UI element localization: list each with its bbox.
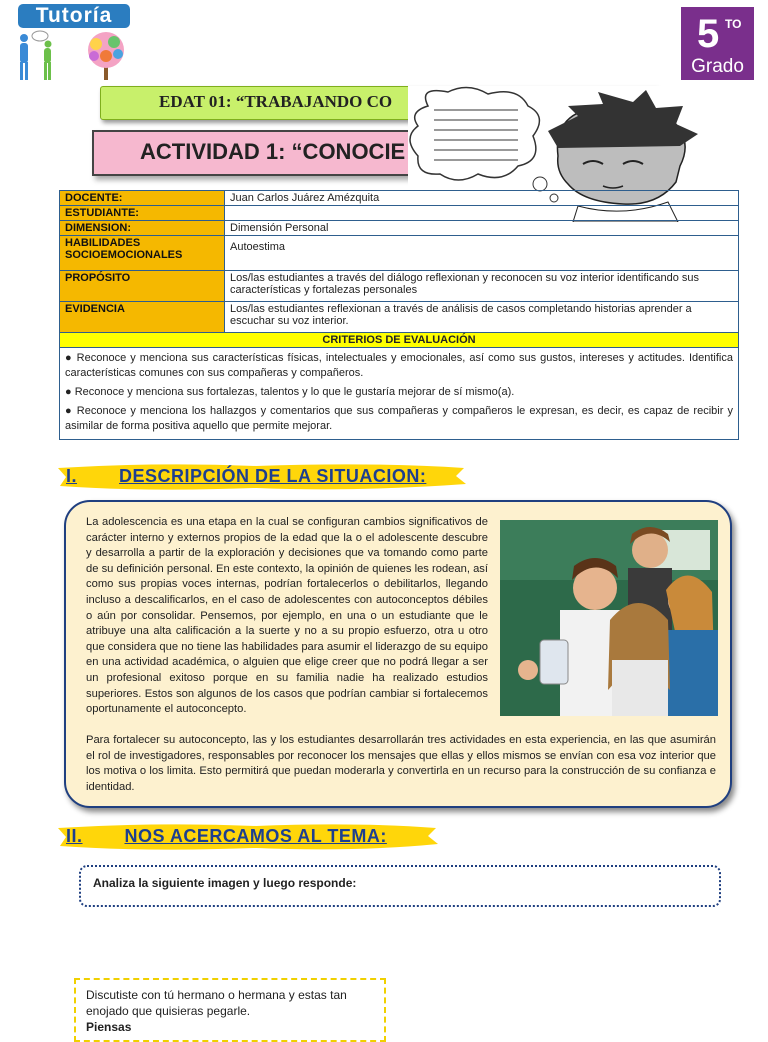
criterio-item: ● Reconoce y menciona sus características físicas, intelectuales y emocionales, así como sus gustos, intereses y actitudes. Identifica características comunes con sus compañeras y compañeros.	[65, 352, 733, 379]
discussion-box	[74, 978, 386, 1042]
section-1-heading	[56, 462, 468, 492]
description-paragraph-1: La adolescencia es una etapa en la cual se configuran cambios significativos de carácter interno y externos propios de la edad que la o el adolescente descubre y desarrolla a partir de la exploración y decisiones que va tomando como parte de su definición personal. En este contexto, la opinión de quienes les rodean, así como sus propias voces internas, podrían fortalecerlos o debilitarlos, llegando incluso a descalificarlos, en el caso de adolescentes con autoconceptos débiles o aún por consolidar. Pensemos, por ejemplo, en una o un estudiante que le atribuye una alta calificación a la suerte y no a su propio esfuerzo, otra u otro que considera que no tiene las habilidades para asumir el liderazgo de su equipo en una actividad académica, o alguien que elige creer que no podrá llegar a ser un profesional exitoso porque en su familia nadie ha realizado estudios superiores. Estos son algunos de los casos que podrían cambiar si fortalecemos oportunamente el autoconcepto.	[86, 516, 488, 716]
table-row	[60, 221, 739, 236]
section-2-number: II.	[66, 826, 83, 846]
instruction-box	[79, 865, 721, 907]
estudiante-label: ESTUDIANTE:	[60, 206, 225, 221]
habilidades-label: HABILIDADES SOCIOEMOCIONALES	[60, 236, 225, 271]
tutoria-logo-illustration	[10, 30, 136, 82]
section-2-title-wrap	[66, 826, 387, 847]
proposito-label: PROPÓSITO	[60, 271, 225, 302]
description-box	[64, 500, 732, 808]
criterios-heading: CRITERIOS DE EVALUACIÓN	[60, 333, 739, 348]
discussion-text: Discutiste con tú hermano o hermana y estas tan enojado que quisieras pegarle.	[86, 988, 347, 1018]
table-row	[60, 191, 739, 206]
grade-label: Grado	[691, 56, 744, 77]
proposito-value: Los/las estudiantes a través del diálogo reflexionan y reconocen su voz interior identificando sus características y fortalezas personales	[225, 271, 739, 302]
dimension-value: Dimensión Personal	[225, 221, 739, 236]
criterios-list	[60, 348, 739, 440]
table-row	[60, 271, 739, 302]
grade-number: 5	[697, 12, 720, 56]
criterio-item: ● Reconoce y menciona sus fortalezas, talentos y lo que le gustaría mejorar de sí mismo(a).	[65, 386, 515, 398]
table-row	[60, 206, 739, 221]
description-paragraph-2: Para fortalecer su autoconcepto, las y los estudiantes desarrollarán tres actividades en esta experiencia, en las que asumirán el rol de investigadores, responsables por reconocer los mensajes que ellas y ellos mismos se envían con esa voz interior que los motiva o los limita. Esto permitirá que puedan moderarla y convertirla en un recurso para la construcción de su confianza e identidad.	[86, 734, 716, 793]
table-row	[60, 348, 739, 440]
grade-badge	[681, 7, 754, 80]
discussion-text-wrap	[86, 987, 376, 1035]
criterio-item: ● Reconoce y menciona los hallazgos y comentarios que sus compañeras y compañeros le expresan, es decir, es capaz de recibir y asimilar de forma positiva aquello que permite mejorar.	[65, 405, 733, 432]
table-row	[60, 302, 739, 333]
edat-title: EDAT 01: “TRABAJANDO CO	[159, 92, 393, 111]
evidencia-label: EVIDENCIA	[60, 302, 225, 333]
teens-selfie-photo	[500, 520, 718, 716]
dimension-label: DIMENSION:	[60, 221, 225, 236]
habilidades-value: Autoestima	[225, 236, 739, 271]
docente-value: Juan Carlos Juárez Amézquita	[225, 191, 739, 206]
docente-label: DOCENTE:	[60, 191, 225, 206]
section-2-title: NOS ACERCAMOS AL TEMA:	[124, 826, 387, 846]
info-table	[59, 190, 739, 440]
grade-suffix: TO	[725, 17, 742, 31]
section-1-title: DESCRIPCIÓN DE LA SITUACION:	[119, 466, 427, 486]
evidencia-value: Los/las estudiantes reflexionan a través de análisis de casos completando historias aprender a escuchar su voz interior.	[225, 302, 739, 333]
tutoria-logo-title: Tutoría	[18, 4, 130, 28]
section-1-title-wrap	[66, 466, 426, 487]
section-1-number: I.	[66, 466, 78, 486]
estudiante-value[interactable]	[225, 206, 739, 221]
instruction-text: Analiza la siguiente imagen y luego responde:	[93, 876, 357, 890]
table-row	[60, 236, 739, 271]
discussion-bold-text: Piensas	[86, 1020, 132, 1034]
section-2-heading	[56, 822, 440, 852]
table-row	[60, 333, 739, 348]
activity-title: ACTIVIDAD 1: “CONOCIE	[140, 139, 406, 164]
